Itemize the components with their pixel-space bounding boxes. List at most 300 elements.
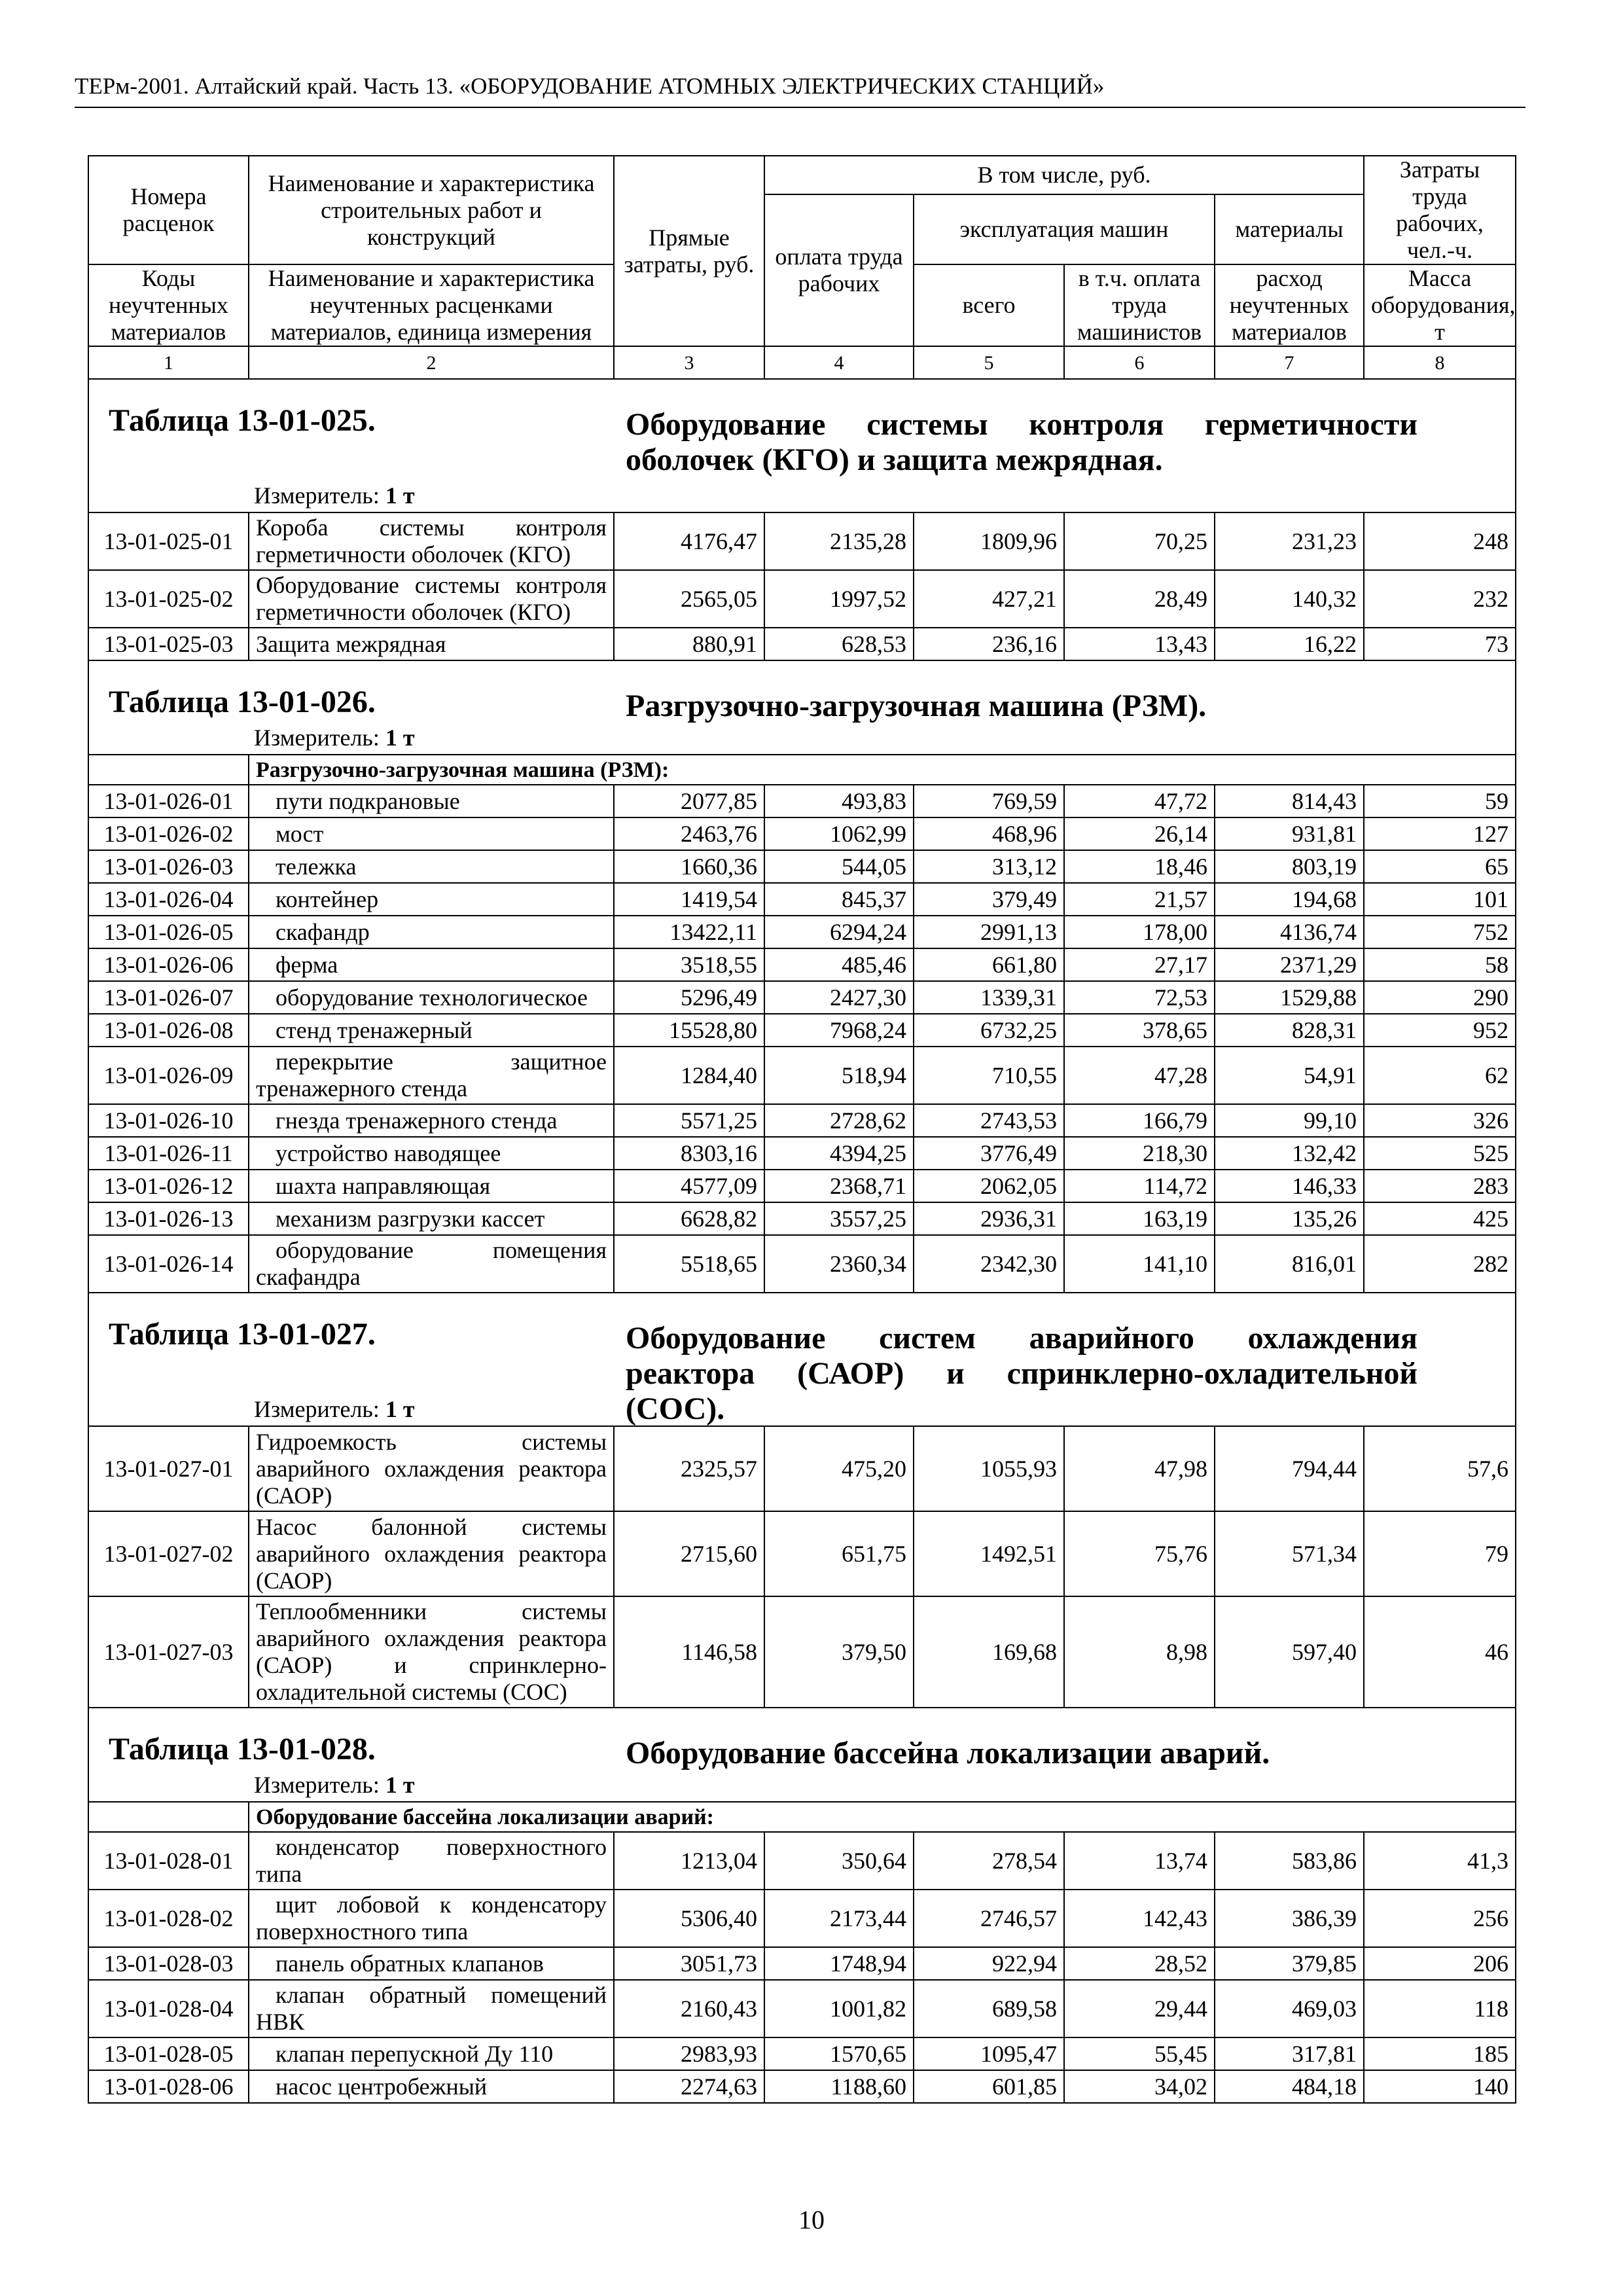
rate-code: 13-01-026-09 xyxy=(88,1047,249,1104)
machines-cost: 2342,30 xyxy=(914,1235,1064,1293)
rate-name: тележка xyxy=(249,850,614,883)
direct-cost: 5571,25 xyxy=(614,1104,764,1137)
direct-cost: 3518,55 xyxy=(614,948,764,981)
equipment-mass: 65 xyxy=(1364,850,1516,883)
rate-name: ферма xyxy=(249,948,614,981)
col-unaccounted-header: расход неучтенных материалов xyxy=(1215,264,1364,346)
equipment-mass: 256 xyxy=(1364,1890,1516,1947)
machinist-wage: 47,28 xyxy=(1064,1047,1215,1104)
equipment-mass: 525 xyxy=(1364,1137,1516,1170)
materials-cost: 931,81 xyxy=(1215,817,1364,850)
wage-cost: 2135,28 xyxy=(764,512,914,570)
machines-cost: 710,55 xyxy=(914,1047,1064,1104)
table-row xyxy=(88,981,1516,1014)
table-row xyxy=(88,2037,1516,2070)
table-number: Таблица 13-01-025. xyxy=(109,403,376,438)
wage-cost: 350,64 xyxy=(764,1832,914,1890)
table-row xyxy=(88,850,1516,883)
rate-name: панель обратных клапанов xyxy=(249,1947,614,1980)
machines-cost: 2936,31 xyxy=(914,1202,1064,1235)
equipment-mass: 326 xyxy=(1364,1104,1516,1137)
meter-label xyxy=(254,482,415,509)
rate-code: 13-01-028-05 xyxy=(88,2037,249,2070)
rate-code: 13-01-026-05 xyxy=(88,916,249,948)
equipment-mass: 248 xyxy=(1364,512,1516,570)
page-header: ТЕРм-2001. Алтайский край. Часть 13. «ОБОРУДОВАНИЕ АТОМНЫХ ЭЛЕКТРИЧЕСКИХ СТАНЦИЙ» xyxy=(75,73,1105,99)
direct-cost: 2325,57 xyxy=(614,1426,764,1511)
direct-cost: 6628,82 xyxy=(614,1202,764,1235)
table-description: Оборудование систем аварийного охлаждения реактора (САОР) и спринклерно-охладительной (СОС). xyxy=(626,1321,1418,1426)
materials-cost: 828,31 xyxy=(1215,1014,1364,1047)
rate-name: Теплообменники системы аварийного охлаждения реактора (САОР) и спринклерно-охладительной системы (СОС) xyxy=(249,1596,614,1708)
meter-cell xyxy=(88,1395,1516,1426)
equipment-mass: 140 xyxy=(1364,2070,1516,2103)
equipment-mass: 282 xyxy=(1364,1235,1516,1293)
machines-cost: 427,21 xyxy=(914,570,1064,628)
machinist-wage: 72,53 xyxy=(1064,981,1215,1014)
rate-code: 13-01-028-02 xyxy=(88,1890,249,1947)
direct-cost: 4176,47 xyxy=(614,512,764,570)
wage-cost: 2728,62 xyxy=(764,1104,914,1137)
rate-code: 13-01-028-06 xyxy=(88,2070,249,2103)
wage-cost: 4394,25 xyxy=(764,1137,914,1170)
direct-cost: 2715,60 xyxy=(614,1511,764,1596)
wage-cost: 1062,99 xyxy=(764,817,914,850)
machinist-wage: 29,44 xyxy=(1064,1980,1215,2037)
col-including-header: В том числе, руб. xyxy=(764,156,1364,194)
machines-cost: 6732,25 xyxy=(914,1014,1064,1047)
equipment-mass: 59 xyxy=(1364,785,1516,817)
machinist-wage: 18,46 xyxy=(1064,850,1215,883)
rate-name: Короба системы контроля герметичности оболочек (КГО) xyxy=(249,512,614,570)
table-row xyxy=(88,1202,1516,1235)
machinist-wage: 75,76 xyxy=(1064,1511,1215,1596)
direct-cost: 3051,73 xyxy=(614,1947,764,1980)
wage-cost: 2173,44 xyxy=(764,1890,914,1947)
meter-row xyxy=(88,481,1516,512)
col-incl-wage-header: в т.ч. оплата труда машинистов xyxy=(1064,264,1215,346)
rate-code: 13-01-025-01 xyxy=(88,512,249,570)
machines-cost: 278,54 xyxy=(914,1832,1064,1890)
table-number: Таблица 13-01-027. xyxy=(109,1317,376,1352)
rate-code: 13-01-026-14 xyxy=(88,1235,249,1293)
equipment-mass: 283 xyxy=(1364,1170,1516,1202)
machines-cost: 1095,47 xyxy=(914,2037,1064,2070)
machines-cost: 468,96 xyxy=(914,817,1064,850)
rate-name: пути подкрановые xyxy=(249,785,614,817)
direct-cost: 2463,76 xyxy=(614,817,764,850)
materials-cost: 794,44 xyxy=(1215,1426,1364,1511)
materials-cost: 4136,74 xyxy=(1215,916,1364,948)
subheader-text: Оборудование бассейна локализации аварий: xyxy=(249,1802,1516,1832)
table-row xyxy=(88,817,1516,850)
machines-cost: 2746,57 xyxy=(914,1890,1064,1947)
machinist-wage: 141,10 xyxy=(1064,1235,1215,1293)
equipment-mass: 73 xyxy=(1364,628,1516,660)
equipment-mass: 79 xyxy=(1364,1511,1516,1596)
table-title-cell xyxy=(88,660,1516,723)
table-row xyxy=(88,948,1516,981)
col-materials-header: материалы xyxy=(1215,194,1364,264)
table-row xyxy=(88,1137,1516,1170)
machines-cost: 1809,96 xyxy=(914,512,1064,570)
wage-cost: 1997,52 xyxy=(764,570,914,628)
equipment-mass: 58 xyxy=(1364,948,1516,981)
direct-cost: 5296,49 xyxy=(614,981,764,1014)
wage-cost: 845,37 xyxy=(764,883,914,916)
table-row xyxy=(88,1047,1516,1104)
table-row xyxy=(88,1980,1516,2037)
table-row xyxy=(88,916,1516,948)
rate-code: 13-01-027-03 xyxy=(88,1596,249,1708)
column-number: 6 xyxy=(1064,346,1215,379)
machines-cost: 1339,31 xyxy=(914,981,1064,1014)
direct-cost: 1419,54 xyxy=(614,883,764,916)
materials-cost: 597,40 xyxy=(1215,1596,1364,1708)
subheader-row xyxy=(88,1802,1516,1832)
table-title-cell xyxy=(88,379,1516,481)
direct-cost: 4577,09 xyxy=(614,1170,764,1202)
col-mat-codes-header: Коды неучтенных материалов xyxy=(88,264,249,346)
table-row xyxy=(88,1596,1516,1708)
table-number: Таблица 13-01-028. xyxy=(109,1732,376,1767)
meter-label xyxy=(254,1396,415,1423)
machinist-wage: 13,74 xyxy=(1064,1832,1215,1890)
column-number: 2 xyxy=(249,346,614,379)
rate-name: контейнер xyxy=(249,883,614,916)
rate-name: перекрытие защитное тренажерного стенда xyxy=(249,1047,614,1104)
rate-code: 13-01-026-06 xyxy=(88,948,249,981)
rate-name: щит лобовой к конденсатору поверхностного типа xyxy=(249,1890,614,1947)
machines-cost: 2062,05 xyxy=(914,1170,1064,1202)
rate-name: скафандр xyxy=(249,916,614,948)
machinist-wage: 55,45 xyxy=(1064,2037,1215,2070)
rate-name: Оборудование системы контроля герметичности оболочек (КГО) xyxy=(249,570,614,628)
wage-cost: 1188,60 xyxy=(764,2070,914,2103)
rate-name: мост xyxy=(249,817,614,850)
col-wage-header: оплата труда рабочих xyxy=(764,194,914,346)
equipment-mass: 206 xyxy=(1364,1947,1516,1980)
equipment-mass: 46 xyxy=(1364,1596,1516,1708)
meter-text: Измеритель: xyxy=(254,1772,380,1798)
materials-cost: 1529,88 xyxy=(1215,981,1364,1014)
col-total-header: всего xyxy=(914,264,1064,346)
table-description: Разгрузочно-загрузочная машина (РЗМ). xyxy=(626,689,1207,723)
machinist-wage: 178,00 xyxy=(1064,916,1215,948)
table-row xyxy=(88,883,1516,916)
machinist-wage: 163,19 xyxy=(1064,1202,1215,1235)
rate-name: конденсатор поверхностного типа xyxy=(249,1832,614,1890)
table-row xyxy=(88,1947,1516,1980)
rates-table xyxy=(88,155,1516,2104)
column-number: 8 xyxy=(1364,346,1516,379)
machinist-wage: 166,79 xyxy=(1064,1104,1215,1137)
wage-cost: 379,50 xyxy=(764,1596,914,1708)
table-title xyxy=(89,661,1515,723)
machinist-wage: 70,25 xyxy=(1064,512,1215,570)
subheader-spacer xyxy=(88,755,249,785)
table-row xyxy=(88,628,1516,660)
meter-label xyxy=(254,1772,415,1799)
subheader-spacer xyxy=(88,1802,249,1832)
table-title-row xyxy=(88,1293,1516,1395)
col-machines-header: эксплуатация машин xyxy=(914,194,1215,264)
table-title xyxy=(89,380,1515,481)
wage-cost: 628,53 xyxy=(764,628,914,660)
direct-cost: 2077,85 xyxy=(614,785,764,817)
direct-cost: 2274,63 xyxy=(614,2070,764,2103)
rate-code: 13-01-028-01 xyxy=(88,1832,249,1890)
direct-cost: 1146,58 xyxy=(614,1596,764,1708)
rate-name: Насос балонной системы аварийного охлаждения реактора (САОР) xyxy=(249,1511,614,1596)
table-row xyxy=(88,785,1516,817)
machines-cost: 2991,13 xyxy=(914,916,1064,948)
equipment-mass: 41,3 xyxy=(1364,1832,1516,1890)
table-row xyxy=(88,1235,1516,1293)
table-number: Таблица 13-01-026. xyxy=(109,685,376,719)
machinist-wage: 114,72 xyxy=(1064,1170,1215,1202)
direct-cost: 13422,11 xyxy=(614,916,764,948)
rate-name: оборудование технологическое xyxy=(249,981,614,1014)
machinist-wage: 34,02 xyxy=(1064,2070,1215,2103)
direct-cost: 8303,16 xyxy=(614,1137,764,1170)
rate-name: механизм разгрузки кассет xyxy=(249,1202,614,1235)
materials-cost: 231,23 xyxy=(1215,512,1364,570)
wage-cost: 2360,34 xyxy=(764,1235,914,1293)
equipment-mass: 62 xyxy=(1364,1047,1516,1104)
materials-cost: 140,32 xyxy=(1215,570,1364,628)
rate-name: Защита межрядная xyxy=(249,628,614,660)
meter xyxy=(89,1770,1515,1801)
rate-code: 13-01-026-10 xyxy=(88,1104,249,1137)
rate-code: 13-01-026-03 xyxy=(88,850,249,883)
table-title-row xyxy=(88,1708,1516,1770)
table-row xyxy=(88,1104,1516,1137)
rate-name: устройство наводящее xyxy=(249,1137,614,1170)
rate-code: 13-01-026-02 xyxy=(88,817,249,850)
machines-cost: 1492,51 xyxy=(914,1511,1064,1596)
rate-code: 13-01-027-02 xyxy=(88,1511,249,1596)
machines-cost: 236,16 xyxy=(914,628,1064,660)
column-number: 3 xyxy=(614,346,764,379)
machinist-wage: 28,52 xyxy=(1064,1947,1215,1980)
wage-cost: 2368,71 xyxy=(764,1170,914,1202)
wage-cost: 485,46 xyxy=(764,948,914,981)
machines-cost: 769,59 xyxy=(914,785,1064,817)
meter-row xyxy=(88,1770,1516,1802)
rate-name: оборудование помещения скафандра xyxy=(249,1235,614,1293)
materials-cost: 2371,29 xyxy=(1215,948,1364,981)
col-name-header: Наименование и характеристика строительных работ и конструкций xyxy=(249,156,614,264)
direct-cost: 1213,04 xyxy=(614,1832,764,1890)
materials-cost: 484,18 xyxy=(1215,2070,1364,2103)
rate-code: 13-01-026-11 xyxy=(88,1137,249,1170)
rate-name: шахта направляющая xyxy=(249,1170,614,1202)
equipment-mass: 127 xyxy=(1364,817,1516,850)
materials-cost: 135,26 xyxy=(1215,1202,1364,1235)
rate-name: насос центробежный xyxy=(249,2070,614,2103)
rate-code: 13-01-026-12 xyxy=(88,1170,249,1202)
meter-row xyxy=(88,723,1516,755)
wage-cost: 1001,82 xyxy=(764,1980,914,2037)
wage-cost: 518,94 xyxy=(764,1047,914,1104)
meter-cell xyxy=(88,481,1516,512)
column-number-row xyxy=(88,346,1516,379)
meter-text: Измеритель: xyxy=(254,482,380,509)
table-row xyxy=(88,570,1516,628)
materials-cost: 803,19 xyxy=(1215,850,1364,883)
meter-unit: 1 т xyxy=(385,1396,415,1422)
table-row xyxy=(88,1170,1516,1202)
machines-cost: 379,49 xyxy=(914,883,1064,916)
col-mass-header: Масса оборудования, т xyxy=(1364,264,1516,346)
wage-cost: 6294,24 xyxy=(764,916,914,948)
equipment-mass: 185 xyxy=(1364,2037,1516,2070)
col-direct-header: Прямые затраты, руб. xyxy=(614,156,764,346)
materials-cost: 146,33 xyxy=(1215,1170,1364,1202)
wage-cost: 651,75 xyxy=(764,1511,914,1596)
table-row xyxy=(88,1426,1516,1511)
meter-text: Измеритель: xyxy=(254,725,380,751)
equipment-mass: 425 xyxy=(1364,1202,1516,1235)
materials-cost: 571,34 xyxy=(1215,1511,1364,1596)
table-title-row xyxy=(88,660,1516,723)
machines-cost: 2743,53 xyxy=(914,1104,1064,1137)
table-title-cell xyxy=(88,1708,1516,1770)
materials-cost: 469,03 xyxy=(1215,1980,1364,2037)
materials-cost: 816,01 xyxy=(1215,1235,1364,1293)
table-row xyxy=(88,1890,1516,1947)
column-number: 7 xyxy=(1215,346,1364,379)
subheader-row xyxy=(88,755,1516,785)
page-number: 10 xyxy=(798,2205,825,2234)
rate-name: стенд тренажерный xyxy=(249,1014,614,1047)
direct-cost: 2983,93 xyxy=(614,2037,764,2070)
machines-cost: 169,68 xyxy=(914,1596,1064,1708)
wage-cost: 1570,65 xyxy=(764,2037,914,2070)
materials-cost: 386,39 xyxy=(1215,1890,1364,1947)
direct-cost: 2160,43 xyxy=(614,1980,764,2037)
machinist-wage: 26,14 xyxy=(1064,817,1215,850)
materials-cost: 16,22 xyxy=(1215,628,1364,660)
rate-name: клапан обратный помещений НВК xyxy=(249,1980,614,2037)
machines-cost: 1055,93 xyxy=(914,1426,1064,1511)
meter-cell xyxy=(88,723,1516,755)
wage-cost: 2427,30 xyxy=(764,981,914,1014)
rate-code: 13-01-026-07 xyxy=(88,981,249,1014)
col-labor-header: Затраты труда рабочих, чел.-ч. xyxy=(1364,156,1516,264)
table-title xyxy=(89,1708,1515,1770)
meter-unit: 1 т xyxy=(385,482,415,509)
rate-code: 13-01-026-13 xyxy=(88,1202,249,1235)
rate-code: 13-01-026-01 xyxy=(88,785,249,817)
direct-cost: 15528,80 xyxy=(614,1014,764,1047)
rate-code: 13-01-028-03 xyxy=(88,1947,249,1980)
header-rule xyxy=(75,107,1525,108)
table-row xyxy=(88,1014,1516,1047)
materials-cost: 194,68 xyxy=(1215,883,1364,916)
meter xyxy=(89,1395,1515,1426)
meter-text: Измеритель: xyxy=(254,1396,380,1422)
machinist-wage: 378,65 xyxy=(1064,1014,1215,1047)
wage-cost: 544,05 xyxy=(764,850,914,883)
meter-row xyxy=(88,1395,1516,1426)
meter-cell xyxy=(88,1770,1516,1802)
direct-cost: 5518,65 xyxy=(614,1235,764,1293)
machines-cost: 922,94 xyxy=(914,1947,1064,1980)
direct-cost: 1284,40 xyxy=(614,1047,764,1104)
column-number: 1 xyxy=(88,346,249,379)
meter-unit: 1 т xyxy=(385,725,415,751)
table-description: Оборудование бассейна локализации аварий. xyxy=(626,1736,1270,1770)
equipment-mass: 101 xyxy=(1364,883,1516,916)
materials-cost: 132,42 xyxy=(1215,1137,1364,1170)
machinist-wage: 13,43 xyxy=(1064,628,1215,660)
machines-cost: 661,80 xyxy=(914,948,1064,981)
machines-cost: 313,12 xyxy=(914,850,1064,883)
rate-name: Гидроемкость системы аварийного охлаждения реактора (САОР) xyxy=(249,1426,614,1511)
materials-cost: 99,10 xyxy=(1215,1104,1364,1137)
wage-cost: 1748,94 xyxy=(764,1947,914,1980)
meter xyxy=(89,723,1515,754)
materials-cost: 379,85 xyxy=(1215,1947,1364,1980)
materials-cost: 317,81 xyxy=(1215,2037,1364,2070)
rate-code: 13-01-025-03 xyxy=(88,628,249,660)
wage-cost: 475,20 xyxy=(764,1426,914,1511)
table-description: Оборудование системы контроля герметичности оболочек (КГО) и защита межрядная. xyxy=(626,407,1418,477)
equipment-mass: 57,6 xyxy=(1364,1426,1516,1511)
wage-cost: 3557,25 xyxy=(764,1202,914,1235)
materials-cost: 54,91 xyxy=(1215,1047,1364,1104)
equipment-mass: 752 xyxy=(1364,916,1516,948)
machinist-wage: 28,49 xyxy=(1064,570,1215,628)
machines-cost: 689,58 xyxy=(914,1980,1064,2037)
table-row xyxy=(88,512,1516,570)
machinist-wage: 47,98 xyxy=(1064,1426,1215,1511)
table-title-row xyxy=(88,379,1516,481)
machines-cost: 3776,49 xyxy=(914,1137,1064,1170)
machinist-wage: 8,98 xyxy=(1064,1596,1215,1708)
equipment-mass: 118 xyxy=(1364,1980,1516,2037)
machinist-wage: 142,43 xyxy=(1064,1890,1215,1947)
meter xyxy=(89,481,1515,512)
direct-cost: 880,91 xyxy=(614,628,764,660)
column-number: 5 xyxy=(914,346,1064,379)
rate-code: 13-01-025-02 xyxy=(88,570,249,628)
table-row xyxy=(88,1832,1516,1890)
equipment-mass: 290 xyxy=(1364,981,1516,1014)
rate-name: клапан перепускной Ду 110 xyxy=(249,2037,614,2070)
direct-cost: 2565,05 xyxy=(614,570,764,628)
subheader-text: Разгрузочно-загрузочная машина (РЗМ): xyxy=(249,755,1516,785)
table-row xyxy=(88,2070,1516,2103)
col-code-header: Номера расценок xyxy=(88,156,249,264)
meter-unit: 1 т xyxy=(385,1772,415,1798)
materials-cost: 583,86 xyxy=(1215,1832,1364,1890)
equipment-mass: 232 xyxy=(1364,570,1516,628)
machinist-wage: 218,30 xyxy=(1064,1137,1215,1170)
table-row xyxy=(88,1511,1516,1596)
machinist-wage: 27,17 xyxy=(1064,948,1215,981)
equipment-mass: 952 xyxy=(1364,1014,1516,1047)
rate-code: 13-01-026-04 xyxy=(88,883,249,916)
rate-name: гнезда тренажерного стенда xyxy=(249,1104,614,1137)
machinist-wage: 21,57 xyxy=(1064,883,1215,916)
direct-cost: 1660,36 xyxy=(614,850,764,883)
rate-code: 13-01-026-08 xyxy=(88,1014,249,1047)
meter-label xyxy=(254,725,415,751)
machines-cost: 601,85 xyxy=(914,2070,1064,2103)
